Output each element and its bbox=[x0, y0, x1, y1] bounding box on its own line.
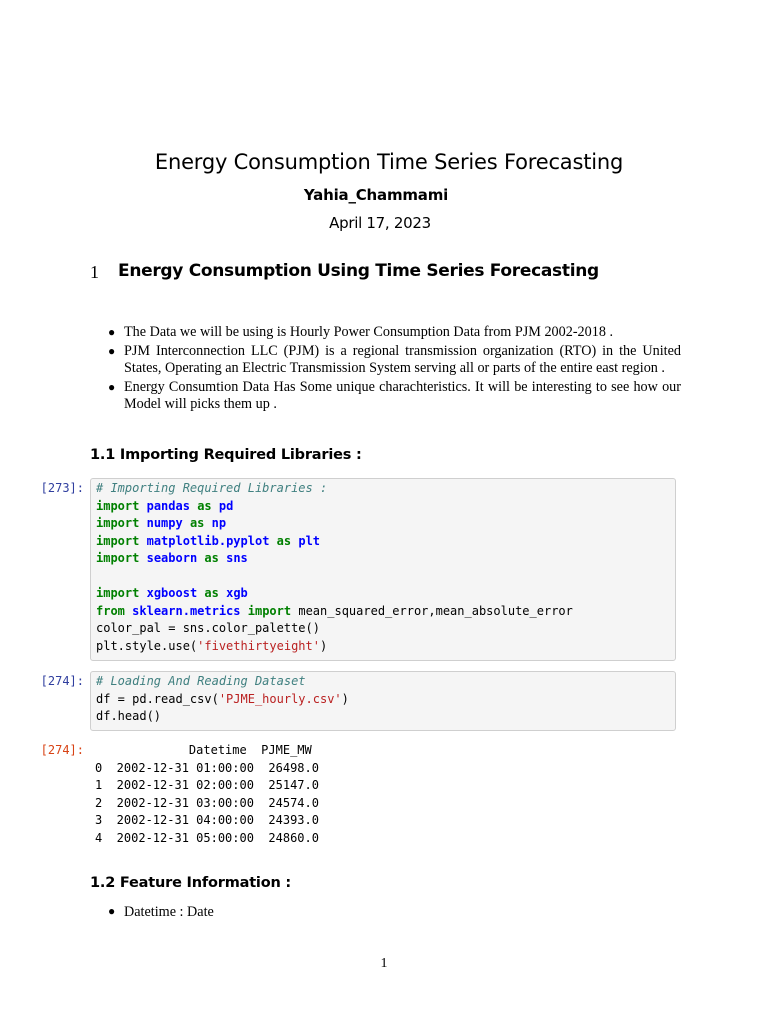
page-number: 1 bbox=[380, 956, 388, 971]
code-comment: # Loading And Reading Dataset bbox=[96, 674, 306, 688]
code-line-import-matplotlib: import matplotlib.pyplot as plt bbox=[96, 533, 321, 548]
intro-bullet-list bbox=[106, 324, 681, 414]
code-comment: # Importing Required Libraries : bbox=[96, 481, 328, 495]
table-row: 0 2002-12-31 01:00:00 26498.0 bbox=[95, 760, 319, 775]
input-prompt: [274]: bbox=[40, 674, 84, 688]
bullet-icon: ● bbox=[108, 904, 116, 918]
table-row: 2 2002-12-31 03:00:00 24574.0 bbox=[95, 795, 319, 810]
code-line-from-sklearn: from sklearn.metrics import mean_squared_error,mean_absolute_error bbox=[96, 603, 573, 618]
table-row: 3 2002-12-31 04:00:00 24393.0 bbox=[95, 813, 319, 827]
code-line-plt-style: plt.style.use('fivethirtyeight') bbox=[96, 638, 328, 653]
document-date: April 17, 2023 bbox=[329, 214, 431, 232]
list-item: ● Energy Consumtion Data Has Some unique charachteristics. It will be interesting to see how our Model will picks them up . bbox=[108, 378, 681, 412]
section-title: Energy Consumption Using Time Series Forecasting bbox=[118, 261, 599, 281]
code-line-import-xgboost: import xgboost as xgb bbox=[96, 586, 248, 600]
bullet-icon: ● bbox=[108, 343, 116, 358]
table-row: 1 2002-12-31 02:00:00 25147.0 bbox=[95, 778, 319, 792]
bullet-icon: ● bbox=[108, 325, 116, 339]
list-item: ● The Data we will be using is Hourly Power Consumption Data from PJM 2002-2018 . bbox=[108, 324, 614, 340]
code-cell-load-data[interactable] bbox=[90, 671, 676, 731]
code-line-color-palette: color_pal = sns.color_palette() bbox=[96, 621, 320, 635]
bullet-icon: ● bbox=[108, 379, 116, 394]
code-line-read-csv: df = pd.read_csv('PJME_hourly.csv') bbox=[96, 691, 349, 706]
feature-bullet-list bbox=[106, 904, 214, 921]
subsection-title-importing: 1.1 Importing Required Libraries : bbox=[90, 447, 362, 463]
section-number: 1 bbox=[90, 262, 99, 282]
code-line-head: df.head() bbox=[96, 709, 162, 723]
table-row: 4 2002-12-31 05:00:00 24860.0 bbox=[95, 830, 319, 845]
list-item: ● Datetime : Date bbox=[108, 904, 214, 920]
code-line-import-numpy: import numpy as np bbox=[96, 516, 227, 530]
dataframe-header: Datetime PJME_MW bbox=[95, 743, 312, 757]
document-title: Energy Consumption Time Series Forecasting bbox=[154, 150, 624, 174]
list-item: ● PJM Interconnection LLC (PJM) is a regional transmission organization (RTO) in the United States, Operating an Electric Transmission System serving all or parts of the entire east region . bbox=[108, 342, 681, 376]
subsection-title-feature-info: 1.2 Feature Information : bbox=[90, 875, 292, 891]
code-line-import-seaborn: import seaborn as sns bbox=[96, 551, 248, 565]
code-cell-import[interactable] bbox=[90, 478, 676, 661]
code-line-import-pandas: import pandas as pd bbox=[96, 498, 234, 513]
output-prompt: [274]: bbox=[40, 743, 84, 757]
input-prompt: [273]: bbox=[40, 481, 84, 495]
document-author: Yahia_Chammami bbox=[303, 186, 449, 204]
